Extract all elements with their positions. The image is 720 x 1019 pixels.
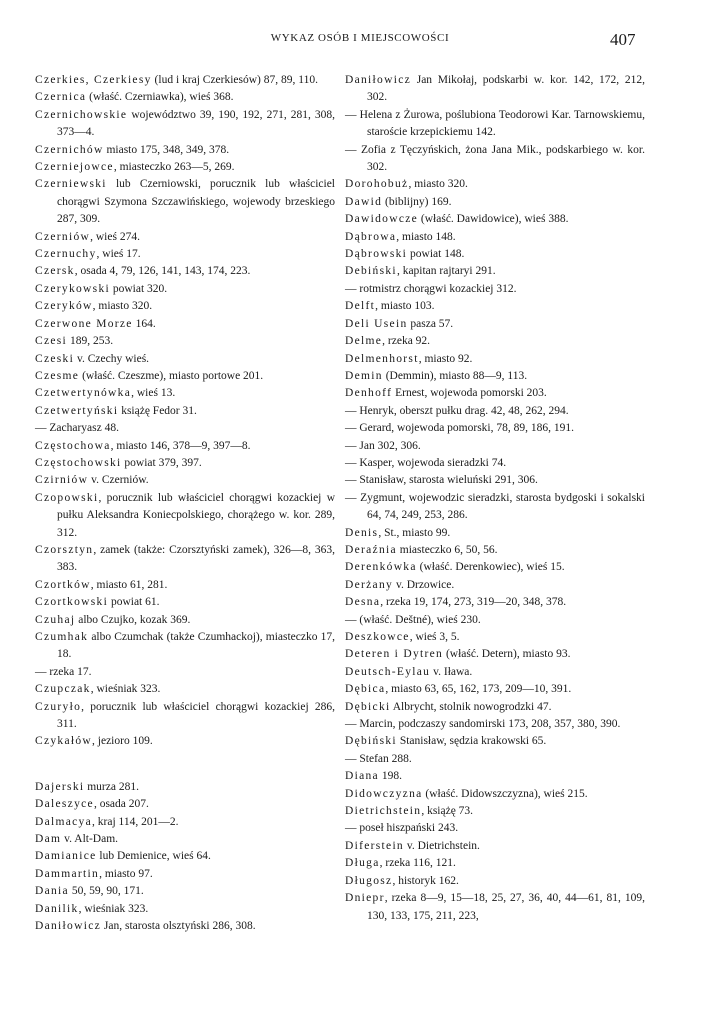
index-entry-text: miasto 175, 348, 349, 378.	[103, 143, 230, 156]
index-headword: Czykałów	[35, 735, 93, 748]
index-headword: Delmenhorst	[345, 352, 419, 365]
index-headword: Dajerski	[35, 780, 85, 793]
index-headword: Częstochowski	[35, 456, 122, 469]
index-entry-text: Jan, starosta olsztyński 286, 308.	[101, 920, 256, 933]
index-entry	[345, 542, 645, 559]
index-entry	[35, 490, 335, 542]
index-entry	[35, 455, 335, 472]
index-entry-text: (właść. Dawidowice), wieś 388.	[418, 213, 569, 226]
index-headword: Czesme	[35, 369, 80, 382]
index-entry-text: , miasto 97.	[99, 867, 153, 880]
index-entry	[345, 873, 645, 890]
index-entry-text: książę Fedor 31.	[118, 404, 197, 417]
index-headword: Częstochowa	[35, 439, 111, 452]
index-entry	[345, 142, 645, 177]
index-entry	[35, 333, 335, 350]
index-headword: Derenkówka	[345, 561, 417, 574]
index-entry	[345, 664, 645, 681]
index-entry	[35, 699, 335, 734]
index-entry	[35, 866, 335, 883]
index-headword: Demin	[345, 369, 383, 382]
index-column-right	[345, 72, 645, 925]
index-entry-text: , kraj 114, 201—2.	[92, 815, 179, 828]
index-entry	[345, 316, 645, 333]
index-entry-text: v. Dietrichstein.	[403, 839, 480, 852]
index-entry	[35, 107, 335, 142]
index-entry	[345, 646, 645, 663]
index-entry	[345, 751, 645, 768]
page-header	[0, 30, 720, 54]
index-entry	[345, 333, 645, 350]
index-entry-text: , miasteczko 263—5, 269.	[113, 161, 235, 174]
index-entry-text: albo Czumchak (także Czumhackoj), miasteczko 17, 18.	[57, 631, 335, 661]
index-entry	[35, 612, 335, 629]
index-entry-text: , zamek (także: Czorsztyński zamek), 326—8, 363, 383.	[57, 543, 335, 574]
index-entry	[345, 72, 645, 107]
index-headword: Czernuchy	[35, 248, 97, 261]
index-entry	[345, 246, 645, 263]
index-headword: Dębiński	[345, 735, 397, 748]
index-entry-text: albo Czujko, kozak 369.	[75, 613, 191, 626]
index-entry	[345, 594, 645, 611]
section-gap	[35, 751, 335, 779]
index-headword: Damianice	[35, 850, 97, 863]
index-headword: Denhoff	[345, 387, 393, 400]
index-entry-text: , miasto 320.	[408, 178, 468, 191]
index-entry-text: , osada 207.	[93, 798, 149, 811]
index-entry-text: (biblijny) 169.	[382, 195, 452, 208]
index-headword: Czeski	[35, 352, 75, 365]
index-headword: Diana	[345, 770, 379, 783]
index-entry-text: — poseł hiszpański 243.	[345, 822, 459, 835]
index-entry-text: murza 281.	[84, 780, 139, 793]
index-entry	[35, 814, 335, 831]
index-entry-text: , rzeka 92.	[382, 335, 431, 348]
index-headword: Czerykowski	[35, 282, 110, 295]
index-entry-text: , jezioro 109.	[92, 735, 153, 748]
index-entry	[35, 438, 335, 455]
index-headword: Dorohobuż	[345, 178, 409, 191]
index-entry	[35, 779, 335, 796]
index-entry-text: — Jan 302, 306.	[345, 439, 421, 452]
index-entry	[345, 281, 645, 298]
index-entry	[35, 351, 335, 368]
index-entry-text: , porucznik lub właściciel chorągwi kozackiej 286, 311.	[57, 700, 335, 731]
index-headword: Czerniów	[35, 230, 91, 243]
index-entry	[345, 820, 645, 837]
index-entry	[35, 542, 335, 577]
index-entry	[35, 796, 335, 813]
index-entry-text: pasza 57.	[407, 317, 454, 330]
index-entry-text: Stanisław, sędzia krakowski 65.	[396, 735, 547, 748]
index-headword: Czernichowskie	[35, 108, 128, 121]
index-headword: Długa	[345, 857, 380, 870]
index-entry	[35, 629, 335, 664]
index-entry-text: (właść. Czerniawka), wieś 368.	[86, 91, 234, 104]
index-headword: Czerwone Morze	[35, 317, 133, 330]
index-headword: Dietrichstein	[345, 805, 422, 818]
index-headword: Daniłowicz	[345, 74, 412, 86]
index-entry-text: v. Iława.	[430, 665, 473, 678]
index-headword: Didowczyzna	[345, 787, 423, 800]
index-entry	[345, 211, 645, 228]
index-entry-text: powiat 379, 397.	[121, 456, 202, 469]
index-headword: Dammartin	[35, 867, 100, 880]
index-entry-text: — Henryk, oberszt pułku drag. 42, 48, 262, 294.	[345, 404, 569, 417]
index-entry-text: (właść. Detern), miasto 93.	[443, 648, 571, 661]
index-entry	[35, 368, 335, 385]
index-entry	[345, 194, 645, 211]
index-headword: Deutsch-Eylau	[345, 665, 431, 678]
index-entry-text: Jan Mikołaj, podskarbi w. kor. 142, 172, 212, 302.	[367, 74, 645, 104]
index-entry-text: , wieś 3, 5.	[409, 631, 460, 643]
index-headword: Czetwertynówka	[35, 387, 132, 400]
index-entry	[345, 472, 645, 489]
index-headword: Dania	[35, 885, 69, 898]
index-entry-text: , rzeka 8—9, 15—18, 25, 27, 36, 40, 44—61, 81, 109, 130, 133, 175, 211, 223,	[367, 892, 645, 922]
index-entry-text: , miasto 146, 378—9, 397—8.	[110, 439, 251, 452]
index-entry-text: — Zacharyasz 48.	[35, 422, 119, 435]
index-entry	[345, 612, 645, 629]
index-entry-text: , miasto 61, 281.	[90, 578, 168, 591]
index-entry-text: (właść. Derenkowiec), wieś 15.	[416, 561, 565, 574]
running-header-title: WYKAZ OSÓB I MIEJSCOWOŚCI	[270, 32, 450, 44]
index-entry	[345, 368, 645, 385]
index-entry	[345, 385, 645, 402]
index-entry-text: , osada 4, 79, 126, 141, 143, 174, 223.	[74, 265, 251, 278]
index-entry	[35, 918, 335, 935]
index-entry-text: (właść. Czeszme), miasto portowe 201.	[79, 369, 264, 382]
index-entry	[345, 298, 645, 315]
index-entry-text: 198.	[378, 770, 402, 783]
index-headword: Derżany	[345, 578, 394, 591]
index-entry	[345, 420, 645, 437]
index-entry-text: 189, 253.	[67, 335, 114, 348]
index-entry	[35, 901, 335, 918]
index-entry-text: — Marcin, podczaszy sandomirski 173, 208, 357, 380, 390.	[345, 718, 621, 731]
index-entry-text: , St., miasto 99.	[378, 526, 451, 539]
index-headword: Czirniów	[35, 474, 89, 487]
index-entry-text: v. Czerniów.	[88, 474, 149, 487]
index-entry	[35, 176, 335, 228]
index-headword: Danilik	[35, 902, 79, 915]
index-headword: Czetwertyński	[35, 404, 119, 417]
index-headword: Daniłowicz	[35, 920, 102, 933]
index-entry	[345, 890, 645, 925]
index-entry-text: Ernest, wojewoda pomorski 203.	[392, 387, 547, 400]
index-entry	[345, 559, 645, 576]
index-entry	[345, 263, 645, 280]
index-entry	[345, 733, 645, 750]
index-entry	[35, 733, 335, 750]
index-entry	[345, 786, 645, 803]
index-entry-text: powiat 148.	[407, 248, 465, 261]
index-entry	[345, 577, 645, 594]
index-entry	[345, 838, 645, 855]
index-entry-text: , miasto 63, 65, 162, 173, 209—10, 391.	[385, 683, 572, 696]
index-entry	[35, 263, 335, 280]
index-entry	[35, 72, 335, 89]
index-entry-text: — Zygmunt, wojewodzic sieradzki, starosta bydgoski i sokalski 64, 74, 249, 253, 286.	[345, 491, 645, 522]
index-entry	[345, 716, 645, 733]
index-entry	[35, 281, 335, 298]
index-entry	[345, 107, 645, 142]
index-headword: Czerniewski	[35, 178, 107, 191]
index-headword: Desna	[345, 596, 381, 609]
index-headword: Daleszyce	[35, 798, 94, 811]
index-entry	[35, 664, 335, 681]
index-entry-text: powiat 320.	[109, 282, 168, 295]
index-entry-text: , wieś 13.	[131, 387, 176, 400]
index-headword: Dawidowcze	[345, 213, 419, 226]
index-headword: Dalmacya	[35, 815, 93, 828]
index-entry-text: — Gerard, wojewoda pomorski, 78, 89, 186, 191.	[345, 422, 575, 435]
index-entry-text: 50, 59, 90, 171.	[68, 885, 144, 898]
index-entry	[35, 316, 335, 333]
index-headword: Deteren i Dytren	[345, 648, 444, 661]
index-entry-text: — rotmistrz chorągwi kozackiej 312.	[345, 282, 517, 295]
index-entry-text: 164.	[132, 317, 156, 330]
index-entry	[35, 472, 335, 489]
index-headword: Czupczak	[35, 683, 91, 696]
index-entry-text: , rzeka 19, 174, 273, 319—20, 348, 378.	[380, 596, 567, 609]
index-entry	[35, 420, 335, 437]
index-headword: Czuryło	[35, 700, 82, 713]
index-entry-text: , kapitan rajtaryi 291.	[396, 265, 496, 278]
index-headword: Czumhak	[35, 631, 89, 643]
index-headword: Deszkowce	[345, 631, 410, 643]
index-entry-text: Albrycht, stolnik nowogrodzki 47.	[390, 700, 552, 713]
index-entry-text: , miasto 320.	[92, 300, 153, 313]
index-headword: Długosz	[345, 874, 393, 887]
index-entry	[345, 699, 645, 716]
index-entry-text: — Zofia z Tęczyńskich, żona Jana Mik., podskarbiego w. kor. 302.	[345, 143, 645, 174]
index-entry-text: , miasto 148.	[396, 230, 456, 243]
index-entry-text: — Helena z Żurowa, poślubiona Teodorowi Kar. Tarnowskiemu, staroście krzepickiemu 142.	[345, 108, 645, 139]
index-headword: Dąbrowski	[345, 248, 408, 261]
index-headword: Czeryków	[35, 300, 93, 313]
index-entry-text: — (właść. Deštné), wieś 230.	[345, 613, 481, 626]
index-entry	[35, 89, 335, 106]
index-entry	[35, 385, 335, 402]
index-entry	[345, 681, 645, 698]
index-entry	[345, 629, 645, 646]
index-headword: Dębicki	[345, 700, 391, 713]
index-entry	[345, 229, 645, 246]
index-headword: Dąbrowa	[345, 230, 397, 243]
index-entry-text: lub Czerniowski, porucznik lub właściciel chorągwi Szymona Szczawińskiego, wojewody brzeskiego 287, 309.	[57, 178, 335, 226]
index-headword: Denis	[345, 526, 379, 539]
index-headword: Dębica	[345, 683, 386, 696]
index-headword: Debiński	[345, 265, 397, 278]
index-entry	[35, 159, 335, 176]
index-entry-text: lub Demienice, wieś 64.	[96, 850, 211, 863]
index-entry	[35, 883, 335, 900]
index-headword: Czernichów	[35, 143, 104, 156]
index-headword: Czesi	[35, 335, 68, 348]
index-entry-text: , wieś 17.	[96, 248, 141, 261]
index-entry	[345, 490, 645, 525]
index-entry-text: , wieśniak 323.	[78, 902, 149, 915]
index-entry-text: (właść. Didowszczyzna), wieś 215.	[422, 787, 588, 800]
index-entry-text: — Stanisław, starosta wieluński 291, 306.	[345, 474, 538, 487]
index-entry	[345, 438, 645, 455]
index-headword: Delme	[345, 335, 383, 348]
index-entry	[35, 577, 335, 594]
index-entry	[35, 403, 335, 420]
index-entry	[345, 803, 645, 820]
index-entry	[345, 855, 645, 872]
index-headword: Czortków	[35, 578, 91, 591]
index-entry-text: , rzeka 116, 121.	[379, 857, 456, 870]
index-entry	[345, 351, 645, 368]
index-headword: Diferstein	[345, 839, 404, 852]
index-entry	[35, 229, 335, 246]
index-entry	[35, 594, 335, 611]
index-entry-text: województwo 39, 190, 192, 271, 281, 308, 373—4.	[57, 108, 335, 139]
index-headword: Deli Usein	[345, 317, 408, 330]
index-entry	[345, 176, 645, 193]
index-entry	[35, 246, 335, 263]
index-entry-text: (lud i kraj Czerkiesów) 87, 89, 110.	[151, 74, 318, 86]
index-entry-text: v. Drzowice.	[393, 578, 455, 591]
index-entry	[35, 831, 335, 848]
index-entry-text: powiat 61.	[108, 596, 160, 609]
index-entry-text: , historyk 162.	[392, 874, 459, 887]
index-entry	[35, 298, 335, 315]
index-headword: Dam	[35, 833, 62, 846]
index-entry-text: , wieśniak 323.	[90, 683, 161, 696]
index-headword: Dniepr	[345, 892, 385, 905]
index-entry-text: miasteczko 6, 50, 56.	[396, 543, 498, 556]
index-entry	[35, 681, 335, 698]
index-headword: Czerniejowce	[35, 161, 114, 174]
index-entry-text: — rzeka 17.	[35, 665, 92, 678]
index-headword: Delft	[345, 300, 376, 313]
index-entry-text: , książę 73.	[421, 805, 474, 818]
index-entry	[345, 768, 645, 785]
index-headword: Czopowski	[35, 491, 99, 504]
index-entry	[345, 403, 645, 420]
index-entry-text: , miasto 92.	[418, 352, 473, 365]
index-headword: Czuhaj	[35, 613, 76, 626]
index-entry-text: — Stefan 288.	[345, 752, 412, 765]
index-headword: Czersk	[35, 265, 75, 278]
index-entry-text: — Kasper, wojewoda sieradzki 74.	[345, 456, 507, 469]
index-entry	[345, 455, 645, 472]
index-entry-text: v. Alt-Dam.	[61, 833, 119, 846]
index-entry	[345, 525, 645, 542]
index-entry	[35, 142, 335, 159]
index-headword: Dawid	[345, 195, 383, 208]
index-entry-text: , miasto 103.	[375, 300, 435, 313]
index-column-left	[35, 72, 335, 936]
index-headword: Deraźnia	[345, 543, 397, 556]
index-headword: Czorsztyn	[35, 543, 94, 556]
index-headword: Czerkies, Czerkiesy	[35, 74, 152, 86]
page-number: 407	[610, 30, 636, 49]
index-entry-text: , wieś 274.	[90, 230, 140, 243]
index-headword: Czortkowski	[35, 596, 109, 609]
index-entry-text: (Demmin), miasto 88—9, 113.	[382, 369, 528, 382]
index-headword: Czernica	[35, 91, 87, 104]
index-entry	[35, 848, 335, 865]
index-entry-text: , porucznik lub właściciel chorągwi kozackiej w pułku Aleksandra Koniecpolskiego, chorążego w. kor. 289, 312.	[57, 491, 335, 539]
index-entry-text: v. Czechy wieś.	[74, 352, 150, 365]
